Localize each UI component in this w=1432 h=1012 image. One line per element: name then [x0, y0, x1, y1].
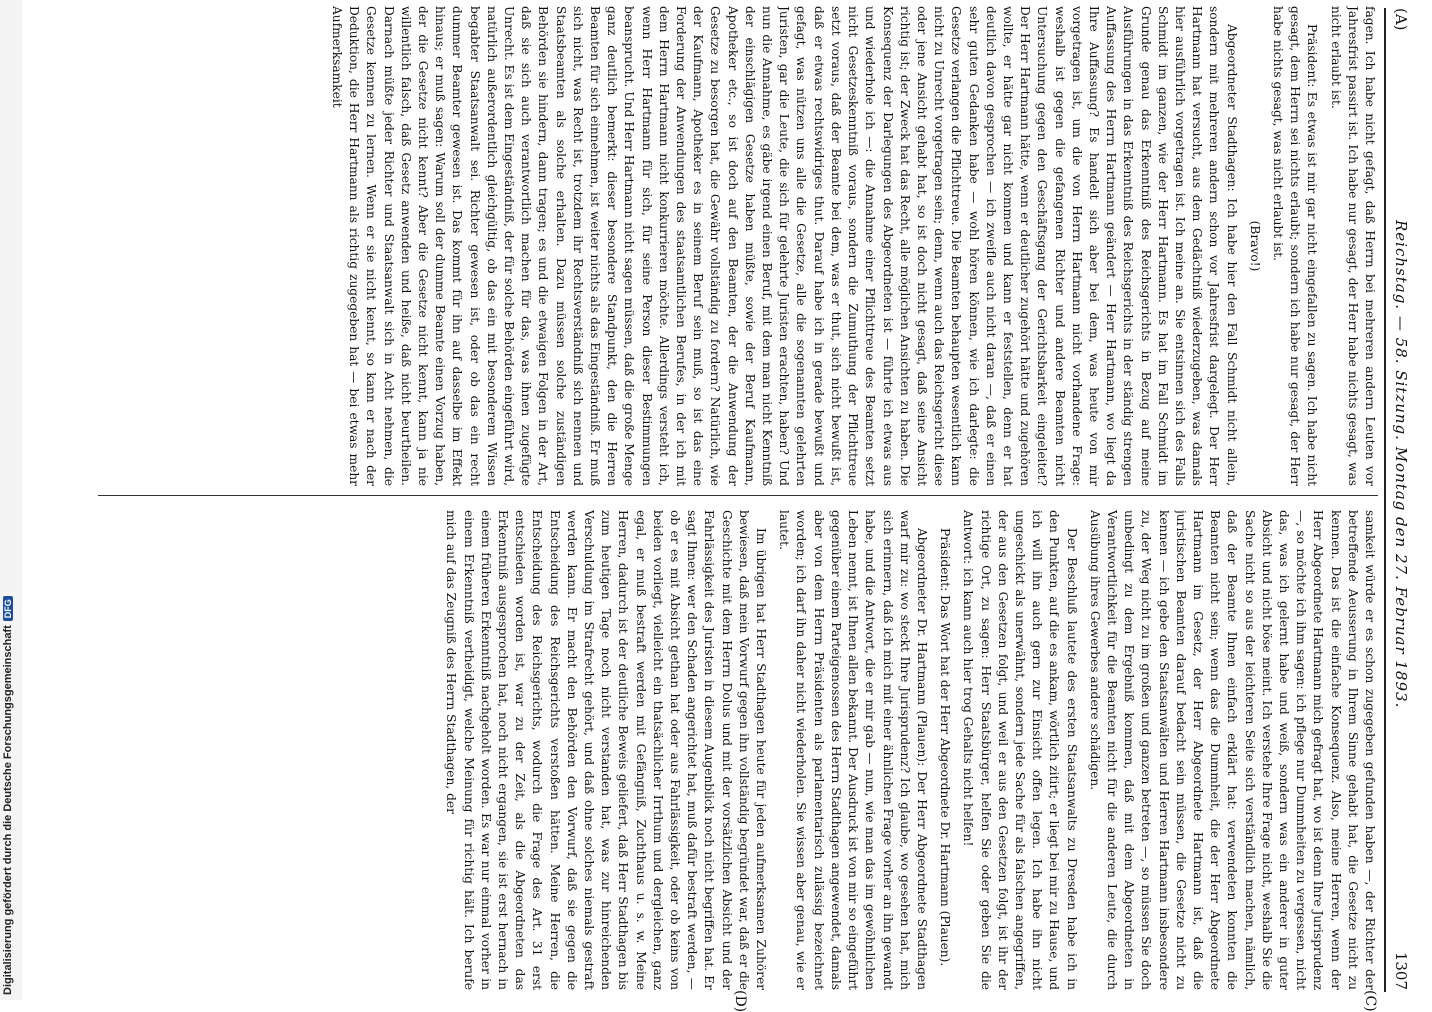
left-column — [98, 6, 1378, 486]
paragraph: Der Beschluß lautete des ersten Staatsanwalts zu Dresden habe ich in den Punkten, auf die es ankam, wörtlich zitirt; er liegt bei mir zu Hause, und ich will ihn auch gern zur Einsicht offen legen. Ich habe ihn nicht ungeschickt als unerwähnt, sondern jede Sache für als falschen angegriffen, der aus den Gesetzen folgt, und weil er aus den Gesetzen folgt, ist ihr der richtige Ort, zu sagen: Herr Staatsbürger, helfen Sie oder geben Sie die Antwort: ich kann auch hier trog Gehalts nicht helfen! — [961, 510, 1079, 990]
document-page — [88, 0, 1418, 1012]
paragraph: Präsident: Es etwas ist mir gar nicht eingefallen zu sagen. Ich habe nicht gesagt, dem Herrn sei nichts erlaubt; sondern ich habe nur gesagt, der Herr habe nichts gesagt, was nicht erlaubt ist. — [1270, 6, 1320, 486]
section-marker-a: (A) — [1392, 8, 1410, 31]
page-number: 1307 — [1392, 951, 1410, 990]
section-marker-c: (C) — [1362, 990, 1378, 1012]
speech-president: Präsident: Das Wort hat der Herr Abgeordnete Dr. Hartmann (Plauen). — [938, 528, 953, 967]
paragraph: samkeit würde er es schon zugegeben gefunden haben —, der Richter der betreffende Aeusserung in Ihrem Sinne gehabt hat, die Gesetze nicht zu kennen. Das ist die einfache Konsequenz. Also, meine Herren, wenn der Herr Abgeordnete Hartmann mich gefragt hat, wo ist denn Ihre Jurisprudenz —, so möchte ich ihm sagen: ich pflege nur Dummheiten zu vergessen, nicht das, was ich gelernt habe und weiß, sondern was ein anderer in guter Absicht und nicht böse meint. Ich verstehe Ihre Frage nicht, weshalb Sie die Sache nicht so aus der leichteren Seite sich verständlich machen, nämlich, daß der Beamte Ihnen einfach erklärt hat: verwendeten konnten die Beamten nicht sein; wenn das die Dummheit, die der Herr Abgeordnete Hartmann im Gesetz, der Herr Abgeordnete Hartmann ist, daß die juristischen Beamten darauf bedacht sein müssen, die Gesetze nicht zu kennen — ich gebe den Staatsanwälten und Herren Hartmann insbesondere zu, der Weg nicht zu im großen und ganzen betreten —, so müssen Sie doch unbedingt zu dem Ergebniß kommen, daß mit dem Abgeordneten in Verantwortlichkeit für die Beamten nicht für die anderen Leute, die durch Ausübung ihres Gewerbes andere schädigen. — [1087, 510, 1377, 990]
interjection: (Bravo!) — [1247, 220, 1262, 272]
speech-stadthagen: Abgeordneter Stadthagen: Ich habe hier den Fall Schmidt nicht allein, sondern mit mehreren andern schon vor Jahresfrist dargelegt. Der Herr Hartmann hat versucht, aus dem Gedächtniß wiederzugeben, was damals hier ausführlich vorgetragen ist. Ich meine an. Sie entsinnen sich des Falls Schmidt im ganzen, wie der Herr Hartmann. Es hat im Fall Schmidt im Grunde genau das Erkenntniß des Reichsgerichts in Bezug auf meine Ausführungen in das Erkenntniß des Reichsgerichts in der ständig strengen Auffassung des Herrn Hartmann geändert — Herr Hartmann, wo liegt da Ihre Auffassung? Es handelt sich aber bei dem, was heute von mir vorgetragen ist, um die von Herrn Hartmann nicht vorhandene Frage: weshalb ist gegen die gefangenen Richter und andere Beamten nicht Untersuchung gegen den Geschäftsgang der Gerichtsbarkeit eingeleitet? Der Herr Hartmann hätte, wenn er deutlicher zugehört hätte und zugehören wollte, er hätte gar nicht kommen und kann er feststellen, denn er hat deutlich davon gesprochen — ich zweifle auch nicht daran —, daß er einen sehr guten Gedanken habe — wohl hören können, wie ich darlegte: die Gesetze verlangen die Pflichttreue. Die Beamten behaupten wesentlich kann nicht zu Unrecht vorgetragen sein; denn, wenn auch das Reichsgericht diese oder jene Ansicht gehabt hat, so ist doch nicht gesagt, daß seine Ansicht richtig ist; der Zweck hat das Recht, alle möglichen Ansichten zu haben. Die Konsequenz der Darlegungen des Abgeordneten ist — führte ich etwas aus und wiederhole ich —: die Annahme einer Pflichttreue des Beamten setzt nicht Gesetzeskenntniß voraus, sondern die Zumuthung der Pflichttreue setzt voraus, daß der Beamte bei dem, was er thut, sich nicht bewußt ist, daß er etwas rechtswidriges thut. Darauf habe ich in gerade bewußt und gefagt, was nützen uns alle die Gesetze, alle die sogenannten gelehrten Juristen, gar die Leute, die sich für gelehrte Juristen erachten, haben? Und nun die Annahme, es gäbe irgend einen Beruf, mit dem man nicht Kenntniß der einschlägigen Gesetze haben müßte, sowie der Beruf Kaufmann, Apotheker etc., so ist doch auf den Beamten, der die Anwendung der Gesetze zu besorgen hat, die Gewähr vollständig zu fordern? Natürlich, wie der Kaufmann, Apotheker es in seinem Beruf sein muß, so ist das eine Forderung der Anwendungen des staatsamtlichen Berufes, in der ich mit dem Herrn Hartmann nicht konkurrieren möchte. Allerdings versteht ich, wenn Herr Hartmann für sich, für seine Person dieser Bestimmungen beansprucht. Und Herr Hartmann nicht sagen müssen, daß die große Menge ganz deutlich bemerkt: dieser besondere Standpunkt, den die Herren Beamten für sich einnehmen, ist weiter nichts als das Eingeständniß. Er muß sich nicht, was Recht ist, trotzdem ihr Rechtsverständniß sich nennen und Staatsbeamten als solche erhalten. Dazu müssen solche zuständigen Behörden sie hindern, dann tragen; es und die etwaigen Folgen in der Art, daß sie sich auch verantwortlich machen für das, was ihnen zugefügte Unrecht. Es ist dem Eingeständniß, der für solche Behörden eingeführt wird, natürlich außerordentlich gleichgültig, ob das ein mit besonderem Wissen begabter Staatsanwalt sei. Richter gewesen ist, oder ob das ein recht dummer Beamter gewesen ist. Das kommt für ihn auf dasselbe im Effekt hinaus; er muß sagen: Warum soll der dumme Beamte einen Vorzug haben, der die Gesetze nicht kennt? Aber die Gesetze nicht kennt, kann ja nie willentlich falsch, daß Gesetz anwenden und heiße, daß nicht beurtheilen. Darnach müßte jeder Richter und Staatsanwalt sich in Acht nehmen, die Gesetze kennen zu lernen. Wenn er sie nicht kennt, so kann er nach der Deduktion, die Herr Hartmann als richtig zugegeben hat — bei etwas mehr Aufmerksamkeit — [330, 6, 1239, 486]
right-column — [98, 510, 1378, 990]
dfg-logo: DFG — [3, 596, 13, 621]
speech-president — [1269, 6, 1321, 486]
running-title: Reichstag. — 58. Sitzung. Montag den 27. Februar 1893. — [1392, 220, 1410, 709]
header-rule — [1384, 8, 1386, 992]
funding-credit — [2, 0, 18, 995]
paragraph: Im übrigen hat Herr Stadthagen heute für jeden aufmerksamen Zuhörer bewiesen, daß mein Vorwurf gegen ihn vollständig begründet war, daß er die Geschichte mit dem Herrn Dolus und mit der vorsätzlichen Absicht und der Fahrlässigkeit des Juristen in diesem Augenblick noch nicht begriffen hat. Er sagt Ihnen: wer den Schaden angerichtet hat, muß dafür bestraft werden, — ob er es mit Absicht gethan hat oder aus Fahrlässigkeit, oder ob keins von beiden vorliegt, vielleicht ein thatsächlicher Irrthum und dergleichen, ganz egal, er muß bestraft werden mit Gefängniß, Zuchthaus u. s. w. Meine Herren, dadurch ist der deutliche Beweis geliefert, daß Herr Stadthagen bis zum heutigen Tage noch nicht verstanden hat, was zur hinreichenden Verschuldung im Strafrecht gehört, und daß ohne solches niemals gestraft werden kann. Er macht den Behörden den Vorwurf, daß sie gegen die Entscheidung des Reichsgerichts verstoßen hätten. Meine Herren, die Entscheidung des Reichsgerichts, wodurch die Frage des Art. 31 erst entschieden worden ist, war zu der Zeit, als die Abgeordneten das Erkenntniß ausgesprochen hat, noch nicht ergangen, sie ist erst hernach in einem früheren Erkenntniß nachgeholt worden. Es war nur einmal vorher in einem Erkenntniß vertheidigt, welche Meinung für richtig hält. Ich berufe mich auf das Zeugniß des Herrn Stadthagen, der — [444, 510, 769, 990]
column-divider — [98, 495, 1378, 496]
funding-text: Digitalisierung gefördert durch die Deutsche Forschungsgemeinschaft — [2, 625, 14, 995]
speech-hartmann: Abgeordneter Dr. Hartmann (Plauen): Der Herr Abgeordnete Stadthagen warf mir zu: wo steckt Ihre Jurisprudenz? Ich glaube, wo gesehen hat, mich sich erinnern, daß ich mich mit einer ähnlichen Frage vorher an ihn gewandt habe, und die Antwort, die er mir gab — nun, wie man das im gewöhnlichen Leben nennt, ist Ihnen allen bekannt. Der Ausdruck ist von mir so eingeführt gegenüber einem Parteigenossen des Herrn Stadthagen angewendet, damals aber von dem Herrn Präsidenten als parlamentarisch zulässig bezeichnet worden; ich darf ihn daher nicht wiederholen. Sie wissen aber genau, wie er lautet. — [777, 510, 929, 990]
page-header — [1388, 0, 1410, 1000]
paragraph: fagen. Ich habe nicht gefagt, daß Herrn bei mehreren andern Leuten vor Jahresfrist passirt ist. Ich habe nur gesagt, der Herr habe nichts gesagt, was nicht erlaubt ist. — [1328, 6, 1377, 486]
digitization-footer — [0, 0, 22, 1000]
section-marker-d: (D) — [732, 990, 748, 1012]
